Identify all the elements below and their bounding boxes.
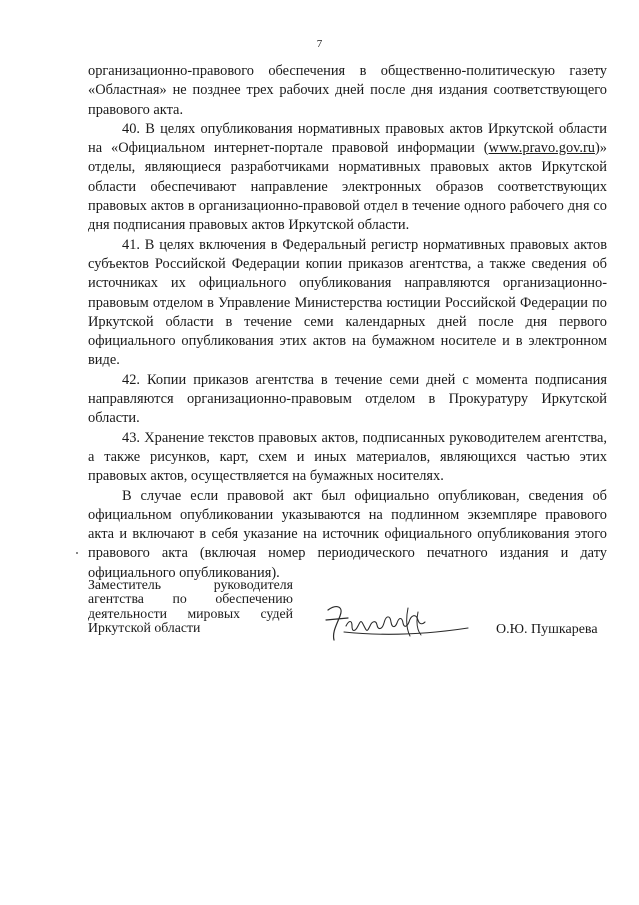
signer-title-line: Заместитель руководителя [88, 577, 293, 592]
paragraph-continuation: организационно-правового обеспечения в общественно-политическую газету «Областная» не позднее трех рабочих дней после дня издания соответствующего правового акта. [88, 63, 607, 118]
paragraph-42: 42. Копии приказов агентства в течение семи дней с момента подписания направляются организационно-правовым отделом в Прокуратуру Иркутской области. [88, 371, 607, 427]
signer-title-line: деятельности мировых судей [88, 605, 293, 621]
signer-title-line: агентства по обеспечению [88, 591, 293, 607]
paragraph-40-text-end: )» отделы, являющиеся разработчиками нормативных правовых актов Иркутской области обеспечивают направление электронных образов соответствующих правовых актов в организационно-правовой отдел в течение одного рабочего дня со дня подписания правовых актов Иркутской области. [88, 140, 607, 234]
paragraph-40-text-start: 40. В целях опубликования нормативных правовых актов Иркутской области на «Официальном интернет-портале правовой информации ( [88, 120, 607, 157]
signer-title-line: Иркутской области [88, 620, 201, 636]
page-number: 7 [316, 38, 323, 50]
document-body [88, 62, 607, 583]
paragraph-official-publication: В случае если правовой акт был официально опубликован, сведения об официальном опубликовании указываются на подлинном экземпляре правового акта и включают в себя указание на источник официального опубликования этого правового акта (включая номер периодического печатного издания и дату официального опубликования). [88, 487, 607, 581]
handwritten-signature [322, 602, 472, 646]
pravo-portal-link[interactable]: www.pravo.gov.ru [488, 140, 595, 157]
paragraph-40 [88, 120, 607, 236]
signer-name: О.Ю. Пушкарева [496, 622, 598, 637]
scan-artifact [76, 552, 78, 554]
signer-title [88, 578, 293, 636]
paragraph-43: 43. Хранение текстов правовых актов, подписанных руководителем агентства, а также рисунков, карт, схем и иных материалов, являющихся частью этих правовых актов, осуществляется на бумажных носителях. [88, 429, 607, 485]
paragraph-41: 41. В целях включения в Федеральный регистр нормативных правовых актов субъектов Российской Федерации копии приказов агентства, а также сведения об источниках их официального опубликования направляются организационно-правовым отделом в Управление Министерства юстиции Российской Федерации по Иркутской области в течение семи календарных дней после дня первого официального опубликования этих актов на бумажном носителе и в электронном виде. [88, 236, 607, 369]
